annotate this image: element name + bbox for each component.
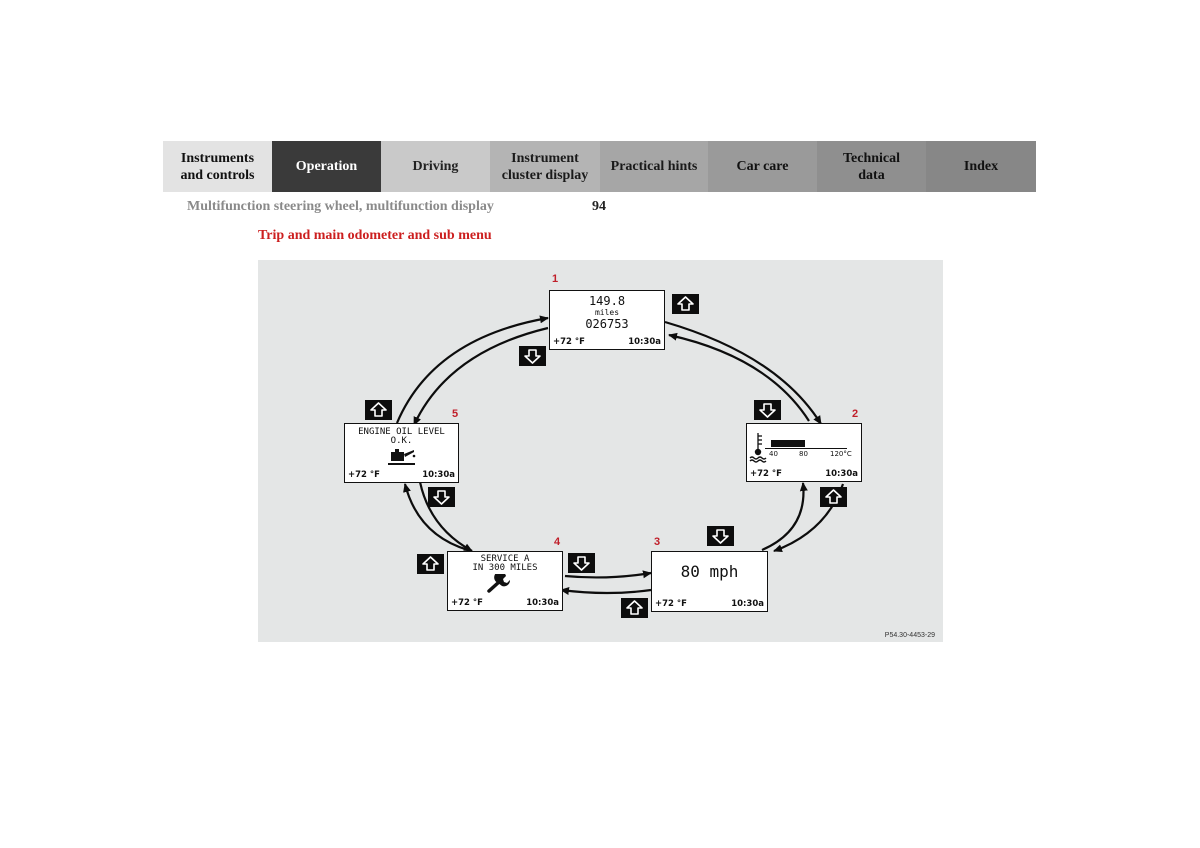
- callout-number-1: 1: [552, 273, 559, 285]
- scale-label-120: 120°C: [830, 450, 852, 458]
- down-arrow-icon: [707, 526, 734, 546]
- outside-temperature: +72 °F: [348, 470, 380, 480]
- tab-operation[interactable]: Operation: [272, 141, 381, 192]
- coolant-scale-line: [765, 448, 847, 449]
- up-arrow-key-1[interactable]: [672, 294, 699, 314]
- oil-line-1: ENGINE OIL LEVEL: [358, 427, 445, 437]
- tab-instrument-cluster-display[interactable]: Instrument cluster display: [490, 141, 600, 192]
- up-arrow-icon: [417, 554, 444, 574]
- tab-index[interactable]: Index: [926, 141, 1036, 192]
- wrench-icon: [486, 574, 512, 594]
- section-title: Trip and main odometer and sub menu: [258, 228, 492, 243]
- up-arrow-key-3[interactable]: [621, 598, 648, 618]
- callout-number-4: 4: [554, 536, 561, 548]
- tab-car-care[interactable]: Car care: [708, 141, 817, 192]
- display-cycle-figure: [258, 260, 943, 642]
- coolant-level-bar: [771, 440, 805, 447]
- clock-time: 10:30a: [731, 599, 764, 609]
- arrow-2-to-1: [669, 335, 809, 421]
- outside-temperature: +72 °F: [655, 599, 687, 609]
- up-arrow-icon: [365, 400, 392, 420]
- oil-can-icon: [387, 446, 417, 466]
- coolant-temperature-icon: [749, 430, 771, 464]
- down-arrow-icon: [519, 346, 546, 366]
- callout-number-5: 5: [452, 408, 459, 420]
- up-arrow-icon: [672, 294, 699, 314]
- down-arrow-key-4[interactable]: [568, 553, 595, 573]
- digital-speed: 80 mph: [680, 562, 739, 581]
- clock-time: 10:30a: [825, 469, 858, 479]
- up-arrow-icon: [820, 487, 847, 507]
- display-coolant-temperature: [746, 423, 862, 482]
- clock-time: 10:30a: [628, 337, 661, 347]
- scale-label-80: 80: [799, 450, 808, 458]
- trip-unit: miles: [594, 308, 620, 317]
- display-service-indicator: [447, 551, 563, 611]
- oil-line-2: O.K.: [390, 436, 413, 446]
- display-digital-speedometer: [651, 551, 768, 612]
- up-arrow-key-4[interactable]: [417, 554, 444, 574]
- clock-time: 10:30a: [422, 470, 455, 480]
- tab-driving[interactable]: Driving: [381, 141, 490, 192]
- up-arrow-key-2[interactable]: [820, 487, 847, 507]
- down-arrow-icon: [754, 400, 781, 420]
- page-number: 94: [592, 199, 606, 214]
- main-odometer: 026753: [585, 317, 629, 331]
- arrow-4-to-3: [561, 590, 651, 593]
- arrow-1-to-5: [414, 328, 548, 425]
- outside-temperature: +72 °F: [451, 598, 483, 608]
- up-arrow-icon: [621, 598, 648, 618]
- tab-practical-hints[interactable]: Practical hints: [600, 141, 708, 192]
- display-trip-odometer: [549, 290, 665, 350]
- down-arrow-icon: [568, 553, 595, 573]
- down-arrow-key-2[interactable]: [754, 400, 781, 420]
- display-engine-oil-level: [344, 423, 459, 483]
- callout-number-2: 2: [852, 408, 859, 420]
- tab-instruments-and-controls[interactable]: Instruments and controls: [163, 141, 272, 192]
- up-arrow-key-5[interactable]: [365, 400, 392, 420]
- down-arrow-key-5[interactable]: [428, 487, 455, 507]
- down-arrow-key-3[interactable]: [707, 526, 734, 546]
- arrow-3-to-4: [565, 573, 651, 577]
- service-line-2: IN 300 MILES: [472, 563, 538, 573]
- scale-label-40: 40: [769, 450, 778, 458]
- outside-temperature: +72 °F: [553, 337, 585, 347]
- breadcrumb: Multifunction steering wheel, multifunction display: [187, 199, 494, 214]
- chapter-navigation: [163, 141, 1036, 192]
- outside-temperature: +72 °F: [750, 469, 782, 479]
- tab-technical-data[interactable]: Technical data: [817, 141, 926, 192]
- callout-number-3: 3: [654, 536, 661, 548]
- arrow-1-to-2: [665, 322, 821, 424]
- trip-distance: 149.8: [588, 294, 626, 308]
- down-arrow-icon: [428, 487, 455, 507]
- clock-time: 10:30a: [526, 598, 559, 608]
- figure-reference: P54.30-4453-29: [884, 632, 935, 639]
- service-line-1: SERVICE A: [480, 554, 530, 564]
- down-arrow-key-1[interactable]: [519, 346, 546, 366]
